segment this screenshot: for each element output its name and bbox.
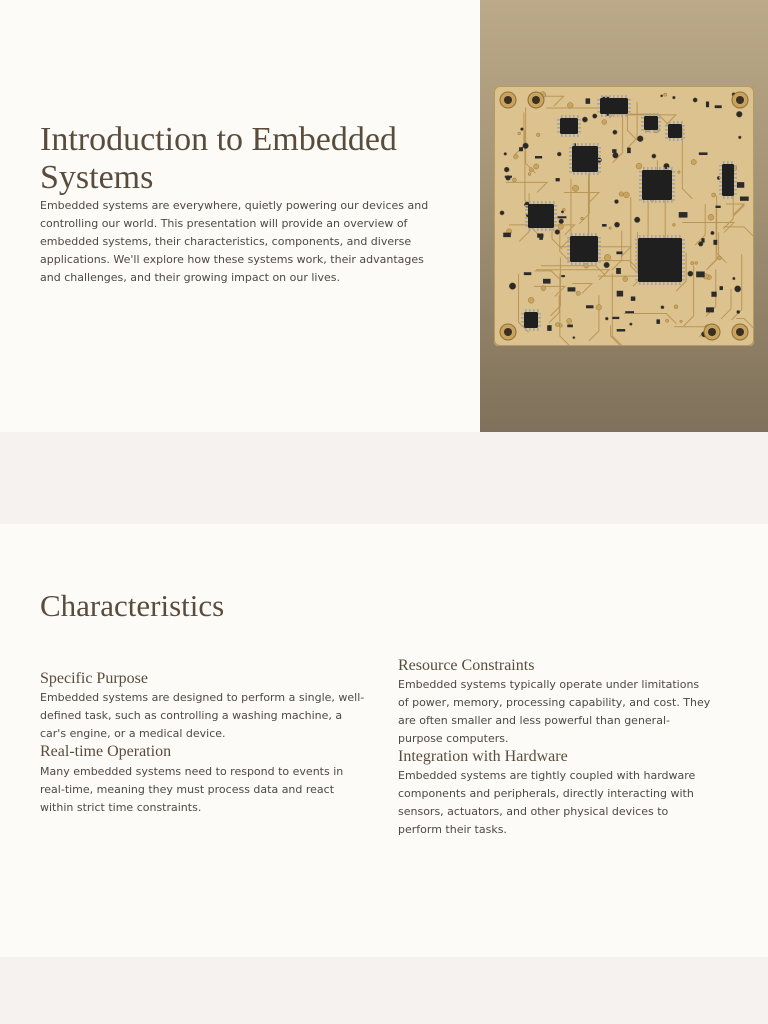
slide-introduction — [0, 0, 768, 432]
card-title-real-time-operation: Real-time Operation — [40, 743, 172, 760]
card-text-specific-purpose: Embedded systems are designed to perform a single, well-defined task, such as controlling a washing machine, a car's engine, or a medical device. — [40, 691, 365, 740]
circuit-board-image-panel — [480, 0, 768, 432]
card-title-specific-purpose: Specific Purpose — [40, 670, 148, 687]
slide-title: Introduction to Embedded Systems — [40, 121, 397, 196]
card-text-integration-with-hardware: Embedded systems are tightly coupled with hardware components and peripherals, directly interacting with sensors, actuators, and other physical devices to perform their tasks. — [398, 769, 696, 836]
card-text-resource-constraints: Embedded systems typically operate under limitations of power, memory, processing capability, and cost. They are often smaller and less powerful than general-purpose computers. — [398, 678, 711, 745]
slide-intro-text: Embedded systems are everywhere, quietly powering our devices and controlling our world. This presentation will provide an overview of embedded systems, their characteristics, components, and diverse applications. We'll explore how these systems work, their advantages and challenges, and their growing impact on our lives. — [40, 199, 429, 284]
circuit-board-image — [494, 86, 754, 346]
card-title-resource-constraints: Resource Constraints — [398, 657, 535, 674]
section-title: Characteristics — [40, 588, 225, 623]
card-text-real-time-operation: Many embedded systems need to respond to events in real-time, meaning they must process data and react within strict time constraints. — [40, 765, 344, 814]
card-title-integration-with-hardware: Integration with Hardware — [398, 748, 568, 765]
